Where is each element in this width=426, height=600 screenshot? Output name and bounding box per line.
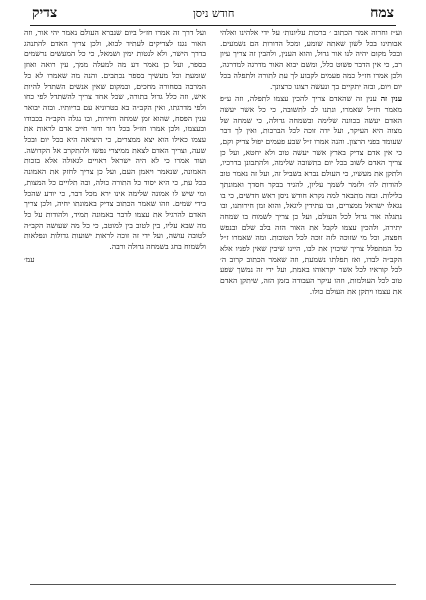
catchword: עמ׳ bbox=[24, 254, 35, 264]
header-left-title: צדיק bbox=[32, 4, 58, 21]
subheading: ענין זה bbox=[380, 94, 402, 104]
right-column bbox=[220, 28, 402, 572]
text-columns bbox=[24, 28, 402, 572]
header-center-title: חודש ניסן bbox=[192, 6, 235, 20]
header-rule bbox=[30, 25, 396, 26]
left-body-paragraph: ועל דרך זה אמרו חז״ל ביום שנברא העולם נאמר יהי אור, וזה האור נגנז לצדיקים לעתיד לבוא, ולכן צריך האדם להתנהג בדרך הישר, ולא לנטות ימין ושמאל, כי כל המעשים נרשמים בספר, ועל כן נאמר דע מה למעלה ממך, עין רואה ואוזן שומעת וכל מעשיך בספר נכתבים. והנה מה שאמרו לא כל המרבה בסחורה מחכים, ובמקום שאין אנשים השתדל להיות איש, וזה כלל גדול בתורה, שכל אחד צריך להשתדל לפי כחו ולפי מדרגתו, ואין הקב״ה בא בטרוניא עם בריותיו. ובזה יבואר ענין הפסח, שהוא זמן שמחה וחירות, ובו נגלה הקב״ה בכבודו ובעצמו, ולכן אמרו חז״ל בכל דור ודור חייב אדם לראות את עצמו כאילו הוא יצא ממצרים, כי היציאה היא בכל יום ובכל שעה, וצריך האדם לצאת ממיצרי נפשו ולהתקרב אל הקדושה. ועוד אמרו כי לא היה ישראל ראויים לגאולה אלא בזכות האמונה, שנאמר ויאמן העם, ועל כן צריך לחזק את האמונה בכל עת, כי היא יסוד כל התורה כולה, ובה תלויים כל המצות, ומי שיש לו אמונה שלימה אינו ירא מכל דבר, כי יודע שהכל בידי שמים. וזהו שאמר הכתוב צדיק באמונתו יחיה, ולכן צריך האדם להרגיל את עצמו לדבר באמונה תמיד, ולהודות על כל מה שבא עליו, בין לטוב בין למוטב, כי כל מה שעושה הקב״ה לטובה עושה, ועל ידי זה זוכה לראות ישועות גדולות ונפלאות ולשמוח בחג בשמחה גדולה ורבה. bbox=[24, 28, 206, 252]
bottom-rule bbox=[30, 584, 396, 585]
left-column bbox=[24, 28, 206, 572]
running-head bbox=[32, 2, 394, 24]
right-intro-paragraph: וע״ז וחרוה אמר הכתוב ׳ ברכות עליונות׳ על ידי אלהינו ואלהי אבותינו בכל לשון שאתה שומע, ומכל הדורות הם נשמעים. ובכל מקום יהיה לנו אור גדול, והוא הענין, ולהבין זה צריך עיון רב, כי אין הדבר פשוט כלל, ומשם יבוא האור מדרגה למדרגה, ולכן אמרו חז״ל כמה פעמים לקבוע לך עת לתורה ולתפלה בכל יום ויום, ובזה יתקיים בך ונעשה רצונו כרצונך. bbox=[220, 28, 402, 91]
right-body-text: ענין זה שהאדם צריך להכין עצמו לתפלה, וזה ע״פ מאמר חז״ל שאמרו, ונתנו לב לתשובה, כי כל אשר יעשה האדם יעשה בכוונה שלימה ובשמחה גדולה, כי שמחה של מצוה היא העיקר, ועל ידה זוכה לכל הברכות, ואין לך דבר שעומד בפני הרצון. והנה אמרו ז״ל שבע פעמים יפול צדיק וקם, כי אין אדם צדיק בארץ אשר יעשה טוב ולא יחטא, ועל כן צריך האדם לשוב בכל יום בתשובה שלימה, ולהתבונן בדרכיו, ולתקן את מעשיו, כי העולם נברא בשביל זה, ועל זה נאמר טוב להודות לה׳ ולזמר לשמך עליון, להגיד בבקר חסדך ואמונתך בלילות. ובזה מתבאר למה נקרא חודש ניסן ראש חדשים, כי בו נגאלו ישראל ממצרים, ובו עתידין ליגאל, והוא זמן חירותנו, ובו נתגלה אור גדול לכל העולם, ועל כן צריך לשמוח בו שמחה יתירה, ולהכין עצמו לקבל את האור הזה בלב שלם ובנפש חפצה, וכל מי שזוכה לזה זוכה לכל הטובות. ומה שאמרו ז״ל כל המתפלל צריך שיכוין את לבו, היינו שיבין שאין לפניו אלא הקב״ה לבדו, ואז תפלתו נשמעת, וזה שאמר הכתוב קרוב ה׳ לכל קוראיו לכל אשר יקראוהו באמת, ועל ידי זה נמשך שפע טוב לכל העולמות, וזהו עיקר העבודה בזמן הזה, שיתקן האדם את עצמו ויתקן את העולם כולו. bbox=[220, 94, 402, 296]
header-right-title: צמח bbox=[370, 4, 394, 21]
right-body-paragraph bbox=[220, 94, 402, 297]
